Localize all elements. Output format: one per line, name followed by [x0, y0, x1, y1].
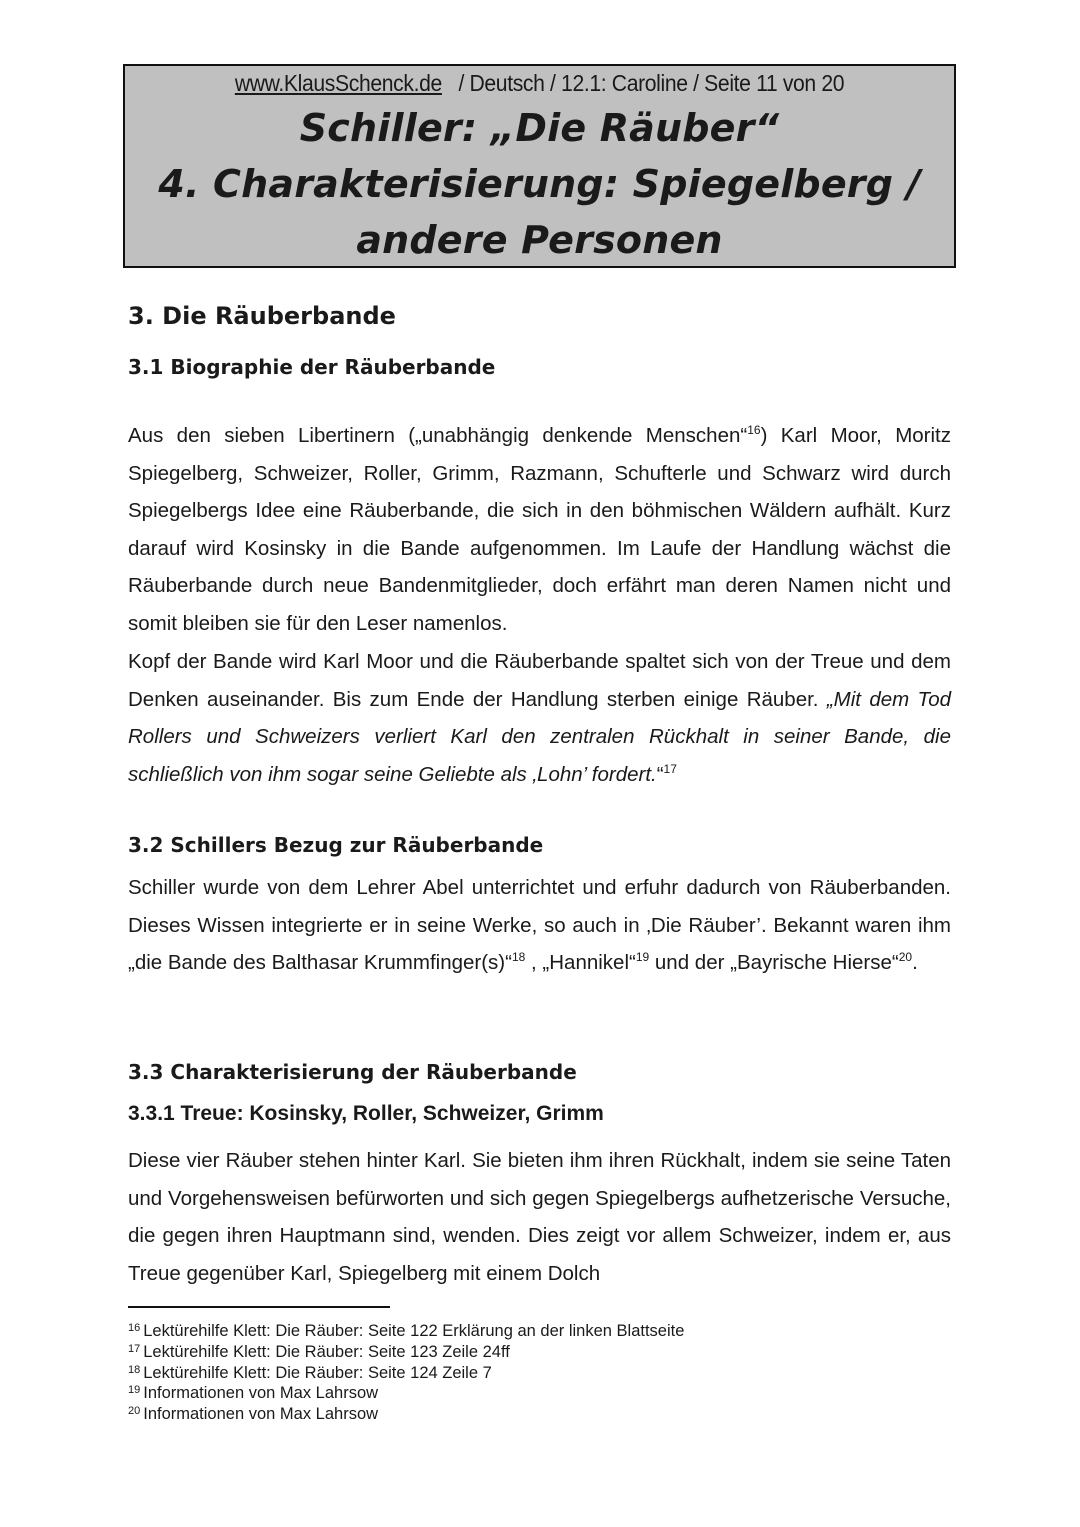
header-box: [123, 64, 956, 268]
subsection-heading-3-3-1: 3.3.1 Treue: Kosinsky, Roller, Schweizer, Grimm: [128, 1102, 604, 1125]
header-meta-line: [158, 70, 921, 97]
footnote-20: $^{20}$ Informationen von Max Lahrsow: [128, 1405, 379, 1424]
subsection-heading-3-2: 3.2 Schillers Bezug zur Räuberbande: [128, 833, 544, 857]
paragraph-schiller-relation: Schiller wurde von dem Lehrer Abel unterrichtet und erfuhr dadurch von Räuberbanden. Dieses Wissen integrierte er in seine Werke, so auch in ‚Die Räuber’. Bekannt waren ihm „die Bande des Balthasar Krummfinger(s)“$^{18}$ , „Hannikel“$^{19}$ und der „Bayrische Hierse“$^{20}$.: [128, 876, 951, 975]
paragraph-biography-2: Kopf der Bande wird Karl Moor und die Räuberbande spaltet sich von der Treue und dem Denken auseinander. Bis zum Ende der Handlung sterben einige Räuber. „Mit dem Tod Rollers und Schweizers verliert Karl den zentralen Rückhalt in seiner Bande, die schließlich von ihm sogar seine Geliebte als ‚Lohn’ fordert.“$^{17}$: [128, 650, 951, 786]
footnotes: [128, 1321, 684, 1425]
paragraph-biography-1: Aus den sieben Libertinern („unabhängig denkende Menschen“$^{16}$) Karl Moor, Moritz Spiegelberg, Schweizer, Roller, Grimm, Razmann, Schufterle und Schwarz wird durch Spiegelbergs Idee eine Räuberbande, die sich in den böhmischen Wäldern aufhält. Kurz darauf wird Kosinsky in die Bande aufgenommen. Im Laufe der Handlung wächst die Räuberbande durch neue Bandenmitglieder, doch erfährt man deren Namen nicht und somit bleiben sie für den Leser namenlos.: [128, 423, 951, 635]
section-heading: 3. Die Räuberbande: [128, 302, 396, 330]
footnote-17: $^{17}$ Lektürehilfe Klett: Die Räuber: Seite 123 Zeile 24ff: [128, 1342, 510, 1361]
footnote-16: $^{16}$ Lektürehilfe Klett: Die Räuber: Seite 122 Erklärung an der linken Blattseite: [128, 1322, 685, 1340]
title-line-2: 4. Charakterisierung: Spiegelberg /: [158, 162, 921, 206]
title-line-1: Schiller: „Die Räuber“: [299, 106, 780, 150]
footnote-18: $^{18}$ Lektürehilfe Klett: Die Räuber: Seite 124 Zeile 7: [128, 1363, 492, 1382]
subsection-heading-3-1: 3.1 Biographie der Räuberbande: [128, 355, 496, 379]
subsection-heading-3-3: 3.3 Charakterisierung der Räuberbande: [128, 1060, 577, 1084]
title-line-3: andere Personen: [356, 218, 723, 262]
footnote-divider: [128, 1306, 390, 1308]
quote: „Mit dem Tod Rollers und Schweizers verliert Karl den zentralen Rückhalt in seiner Bande, die schließlich von ihm sogar seine Geliebte als ‚Lohn’ fordert.: [128, 687, 951, 786]
header-meta: / Deutsch / 12.1: Caroline / Seite 11 von 20: [458, 70, 845, 96]
paragraph-loyalty: Diese vier Räuber stehen hinter Karl. Sie bieten ihm ihren Rückhalt, indem sie seine Taten und Vorgehensweisen befürworten und sich gegen Spiegelbergs aufhetzerische Versuche, die gegen ihren Hauptmann sind, wenden. Dies zeigt vor allem Schweizer, indem er, aus Treue gegenüber Karl, Spiegelberg mit einem Dolch: [128, 1149, 951, 1285]
website-link[interactable]: www.KlausSchenck.de: [234, 70, 442, 96]
footnote-19: $^{19}$ Informationen von Max Lahrsow: [128, 1384, 379, 1403]
